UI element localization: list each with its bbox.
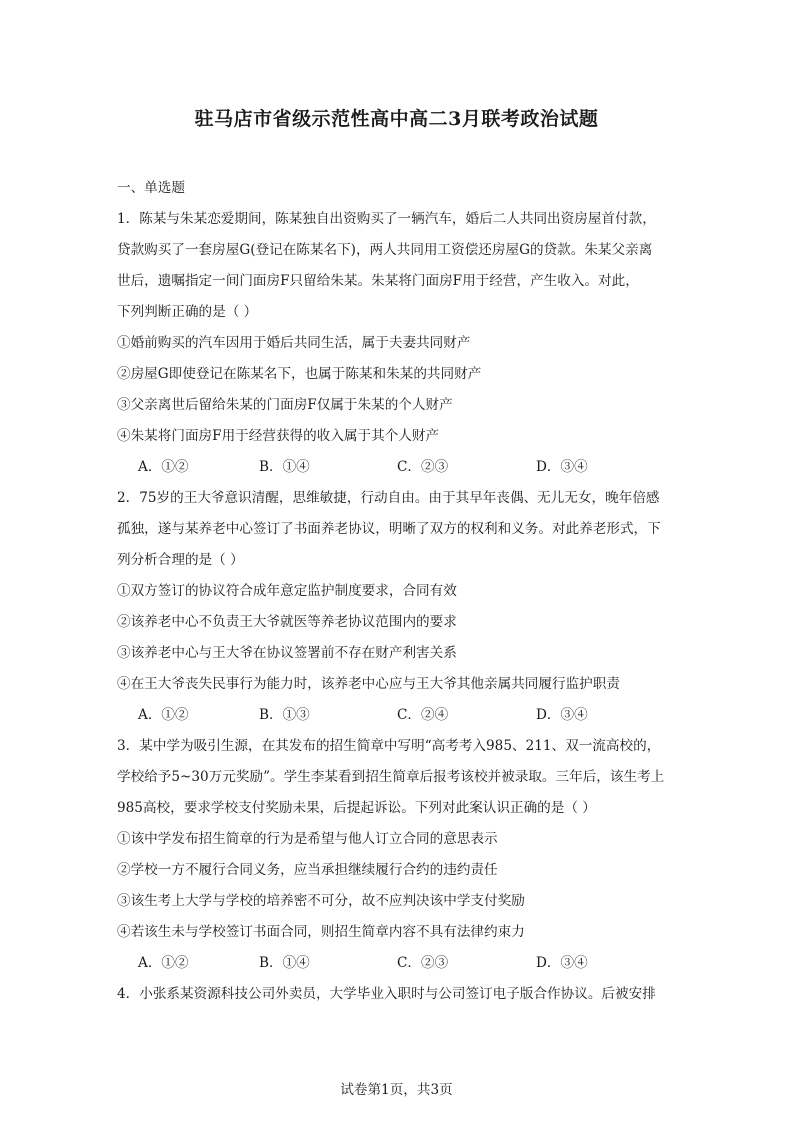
page-footer: 试卷第1页，共3页 xyxy=(340,1082,453,1098)
statement-item: ④朱某将门面房F用于经营获得的收入属于其个人财产 xyxy=(117,428,440,444)
question-stem-line: 世后，遗嘱指定一间门面房F只留给朱某。朱某将门面房F用于经营，产生收入。对此， xyxy=(117,273,639,289)
section-heading: 一、单选题 xyxy=(117,180,185,196)
option-d: D．③④ xyxy=(536,707,588,723)
statement-item: ③该生考上大学与学校的培养密不可分，故不应判决该中学支付奖励 xyxy=(117,893,525,909)
statement-item: ①婚前购买的汽车因用于婚后共同生活，属于夫妻共同财产 xyxy=(117,335,471,351)
option-d: D．③④ xyxy=(536,955,588,971)
option-b: B．①④ xyxy=(259,955,310,971)
question-4 xyxy=(117,986,679,1017)
statement-item: ①该中学发布招生简章的行为是希望与他人订立合同的意思表示 xyxy=(117,831,498,847)
question-3 xyxy=(117,738,679,986)
answer-options xyxy=(117,459,679,490)
option-d: D．③④ xyxy=(536,459,588,475)
statement-item: ②房屋G即使登记在陈某名下，也属于陈某和朱某的共同财产 xyxy=(117,366,482,382)
statement-item: ④在王大爷丧失民事行为能力时，该养老中心应与王大爷其他亲属共同履行监护职责 xyxy=(117,676,620,692)
option-a: A．①② xyxy=(138,707,189,723)
answer-options xyxy=(117,707,679,738)
question-stem-line: 下列判断正确的是（ ） xyxy=(117,304,258,320)
question-stem-line: 4．小张系某资源科技公司外卖员，大学毕业入职时与公司签订电子版合作协议。后被安排 xyxy=(117,986,656,1002)
question-2 xyxy=(117,490,679,738)
option-b: B．①④ xyxy=(259,459,310,475)
statement-item: ④若该生未与学校签订书面合同，则招生简章内容不具有法律约束力 xyxy=(117,924,525,940)
question-stem-line: 1．陈某与朱某恋爱期间，陈某独自出资购买了一辆汽车，婚后二人共同出资房屋首付款， xyxy=(117,211,656,227)
option-c: C．②④ xyxy=(397,707,449,723)
question-stem-line: 列分析合理的是（ ） xyxy=(117,552,244,568)
question-stem-line: 2．75岁的王大爷意识清醒，思维敏捷，行动自由。由于其早年丧偶、无儿无女，晚年倍感 xyxy=(117,490,660,506)
option-c: C．②③ xyxy=(397,459,449,475)
question-stem-line: 3．某中学为吸引生源，在其发布的招生简章中写明“高考考入985、211、双一流高校的， xyxy=(117,738,661,754)
question-stem-line: 贷款购买了一套房屋G(登记在陈某名下)，两人共同用工资偿还房屋G的贷款。朱某父亲离 xyxy=(117,242,653,258)
answer-options xyxy=(117,955,679,986)
statement-item: ③父亲离世后留给朱某的门面房F仅属于朱某的个人财产 xyxy=(117,397,453,413)
question-stem-line: 孤独，遂与某养老中心签订了书面养老协议，明晰了双方的权利和义务。对此养老形式，下 xyxy=(117,521,661,537)
option-a: A．①② xyxy=(138,955,189,971)
exam-title: 驻马店市省级示范性高中高二3月联考政治试题 xyxy=(194,108,599,130)
statement-item: ①双方签订的协议符合成年意定监护制度要求，合同有效 xyxy=(117,583,457,599)
question-stem-line: 985高校，要求学校支付奖励未果，后提起诉讼。下列对此案认识正确的是（ ） xyxy=(117,800,596,816)
option-a: A．①② xyxy=(138,459,189,475)
question-content xyxy=(117,180,679,1017)
statement-item: ②该养老中心不负责王大爷就医等养老协议范围内的要求 xyxy=(117,614,457,630)
statement-item: ③该养老中心与王大爷在协议签署前不存在财产利害关系 xyxy=(117,645,457,661)
question-stem-line: 学校给予5~30万元奖励”。学生李某看到招生简章后报考该校并被录取。三年后，该生考上 xyxy=(117,769,665,785)
statement-item: ②学校一方不履行合同义务，应当承担继续履行合约的违约责任 xyxy=(117,862,498,878)
option-b: B．①③ xyxy=(259,707,310,723)
question-1 xyxy=(117,211,679,490)
option-c: C．②③ xyxy=(397,955,449,971)
